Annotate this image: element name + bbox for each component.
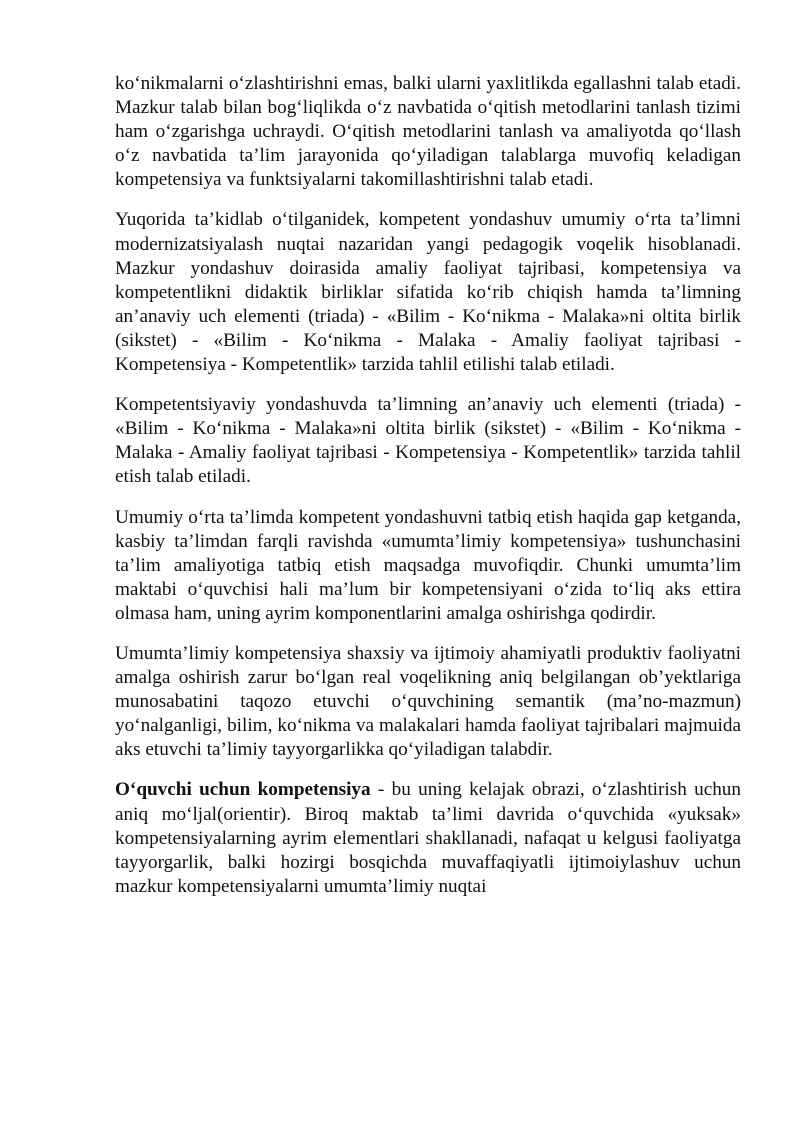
paragraph-5: Umumta’limiy kompetensiya shaxsiy va ijtimoiy ahamiyatli produktiv faoliyatni amalga oshirish zarur boʻlgan real voqelikning aniq belgilangan ob’yektlariga munosabatini taqozo etuvchi oʻquvchining semantik (ma’no-mazmun) yoʻnalganligi, bilim, koʻnikma va malakalari hamda faoliyat tajribalari majmuida aks etuvchi ta’limiy tayyorgarlikka qoʻyiladigan talabdir.	[115, 642, 741, 761]
paragraph-6-bold-lead: Oʻquvchi uchun kompetensiya	[115, 779, 371, 801]
document-page	[115, 72, 741, 915]
paragraph-1: koʻnikmalarni oʻzlashtirishni emas, balki ularni yaxlitlikda egallashni talab etadi. Mazkur talab bilan bogʻliqlikda oʻz navbatida oʻqitish metodlarini tanlash tizimi ham oʻzgarishga uchraydi. Oʻqitish metodlarini tanlash va amaliyotda qoʻllash oʻz navbatida ta’lim jarayonida qoʻyiladigan talablarga muvofiq keladigan kompetensiya va funktsiyalarni takomillashtirishni talab etadi.	[115, 73, 741, 191]
paragraph-4: Umumiy oʻrta ta’limda kompetent yondashuvni tatbiq etish haqida gap ketganda, kasbiy ta’limdan farqli ravishda «umumta’limiy kompetensiya» tushunchasini ta’lim amaliyotiga tatbiq etish maqsadga muvofiqdir. Chunki umumta’lim maktabi oʻquvchisi hali ma’lum bir kompetensiyani oʻzida toʻliq aks ettira olmasa ham, uning ayrim komponentlarini amalga oshirishga qodirdir.	[115, 506, 741, 624]
paragraph-2: Yuqorida ta’kidlab oʻtilganidek, kompetent yondashuv umumiy oʻrta ta’limni modernizatsiyalash nuqtai nazaridan yangi pedagogik voqelik hisoblanadi. Mazkur yondashuv doirasida amaliy faoliyat tajribasi, kompetensiya va kompetentlikni didaktik birliklar sifatida koʻrib chiqish hamda ta’limning an’anaviy uch elementi (triada) - «Bilim - Koʻnikma - Malaka»ni oltita birlik (sikstet) - «Bilim - Koʻnikma - Malaka - Amaliy faoliyat tajribasi - Kompetensiya - Kompetentlik» tarzida tahlil etilishi talab etiladi.	[115, 209, 741, 376]
paragraph-6	[115, 778, 741, 898]
paragraph-3: Kompetentsiyaviy yondashuvda ta’limning an’anaviy uch elementi (triada) - «Bilim - Koʻnikma - Malaka»ni oltita birlik (sikstet) - «Bilim - Koʻnikma - Malaka - Amaliy faoliyat tajribasi - Kompetensiya - Kompetentlik» tarzida tahlil etish talab etiladi.	[115, 394, 741, 488]
paragraph-6-text: - bu uning kelajak obrazi, oʻzlashtirish uchun aniq moʻljal(orientir). Biroq maktab ta’limi davrida oʻquvchida «yuksak» kompetensiyalarning ayrim elementlari shakllanadi, nafaqat u kelgusi faoliyatga tayyorgarlik, balki hozirgi bosqichda muvaffaqiyatli ijtimoiylashuv uchun mazkur kompetensiyalarni umumta’limiy nuqtai	[115, 779, 741, 897]
